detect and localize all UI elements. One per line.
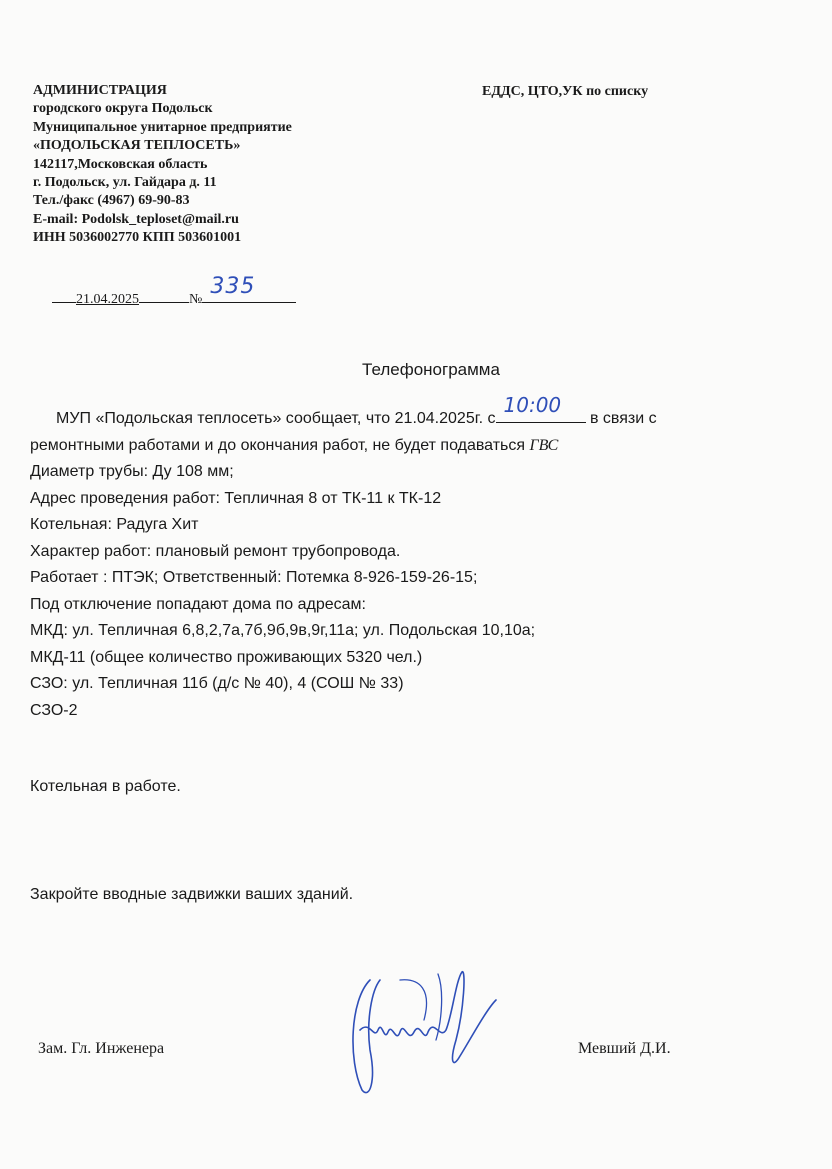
reference-line [52,274,296,308]
time-field [496,393,586,423]
body-line: Диаметр трубы: Ду 108 мм; [30,463,234,480]
body-line: Адрес проведения работ: Тепличная 8 от ТК-11 к ТК-12 [30,489,442,507]
reference-number-field [202,274,296,303]
body-line: ремонтными работами и до окончания работ, не будет подаваться ГВС [30,436,559,454]
reference-number-label: № [189,292,203,307]
signatory-name: Мевший Д.И. [578,1040,671,1057]
body-line: СЗО-2 [30,701,78,719]
sender-line: Муниципальное унитарное предприятие [33,119,292,135]
sender-line: городского округа Подольск [33,101,213,117]
sender-line: Тел./факс (4967) 69-90-83 [33,193,190,209]
body-line: Характер работ: плановый ремонт трубопровода. [30,542,401,560]
body-line: МКД-11 (общее количество проживающих 5320 чел.) [30,648,423,666]
sender-line: E-mail: Podolsk_teploset@mail.ru [33,211,239,227]
sender-line: АДМИНИСТРАЦИЯ [33,83,167,98]
sender-line: г. Подольск, ул. Гайдара д. 11 [33,175,217,191]
body-line: Котельная: Радуга Хит [30,516,199,533]
reference-date: 21.04.2025 [76,292,139,307]
sender-block [33,82,292,248]
message-body [30,393,810,724]
note-close-valves: Закройте вводные задвижки ваших зданий. [30,886,354,903]
handwritten-signature [340,960,510,1100]
document-title: Телефонограмма [362,360,500,379]
body-line: МКД: ул. Тепличная 6,8,2,7а,7б,9б,9в,9г,11а; ул. Подольская 10,10а; [30,622,536,639]
sender-line: ИНН 5036002770 КПП 503601001 [33,230,242,246]
body-line: МУП «Подольская теплосеть» сообщает, что 21.04.2025г. с 10:00 в связи с [56,393,657,427]
body-line: Работает : ПТЭК; Ответственный: Потемка 8-926-159-26-15; [30,569,478,586]
body-line: СЗО: ул. Тепличная 11б (д/с № 40), 4 (СОШ № 33) [30,675,404,692]
time-handwritten: 10:00 [503,393,562,417]
signatory-role: Зам. Гл. Инженера [38,1040,165,1057]
recipient: ЕДДС, ЦТО,УК по списку [482,84,649,99]
blank-line [52,302,76,303]
blank-line [139,302,189,303]
note-boiler: Котельная в работе. [30,778,181,795]
sender-line: «ПОДОЛЬСКАЯ ТЕПЛОСЕТЬ» [33,138,241,154]
sender-line: 142117,Московская область [33,156,208,172]
service-name: ГВС [529,436,559,454]
reference-number-handwritten: 335 [210,274,256,299]
body-line: Под отключение попадают дома по адресам: [30,595,366,613]
